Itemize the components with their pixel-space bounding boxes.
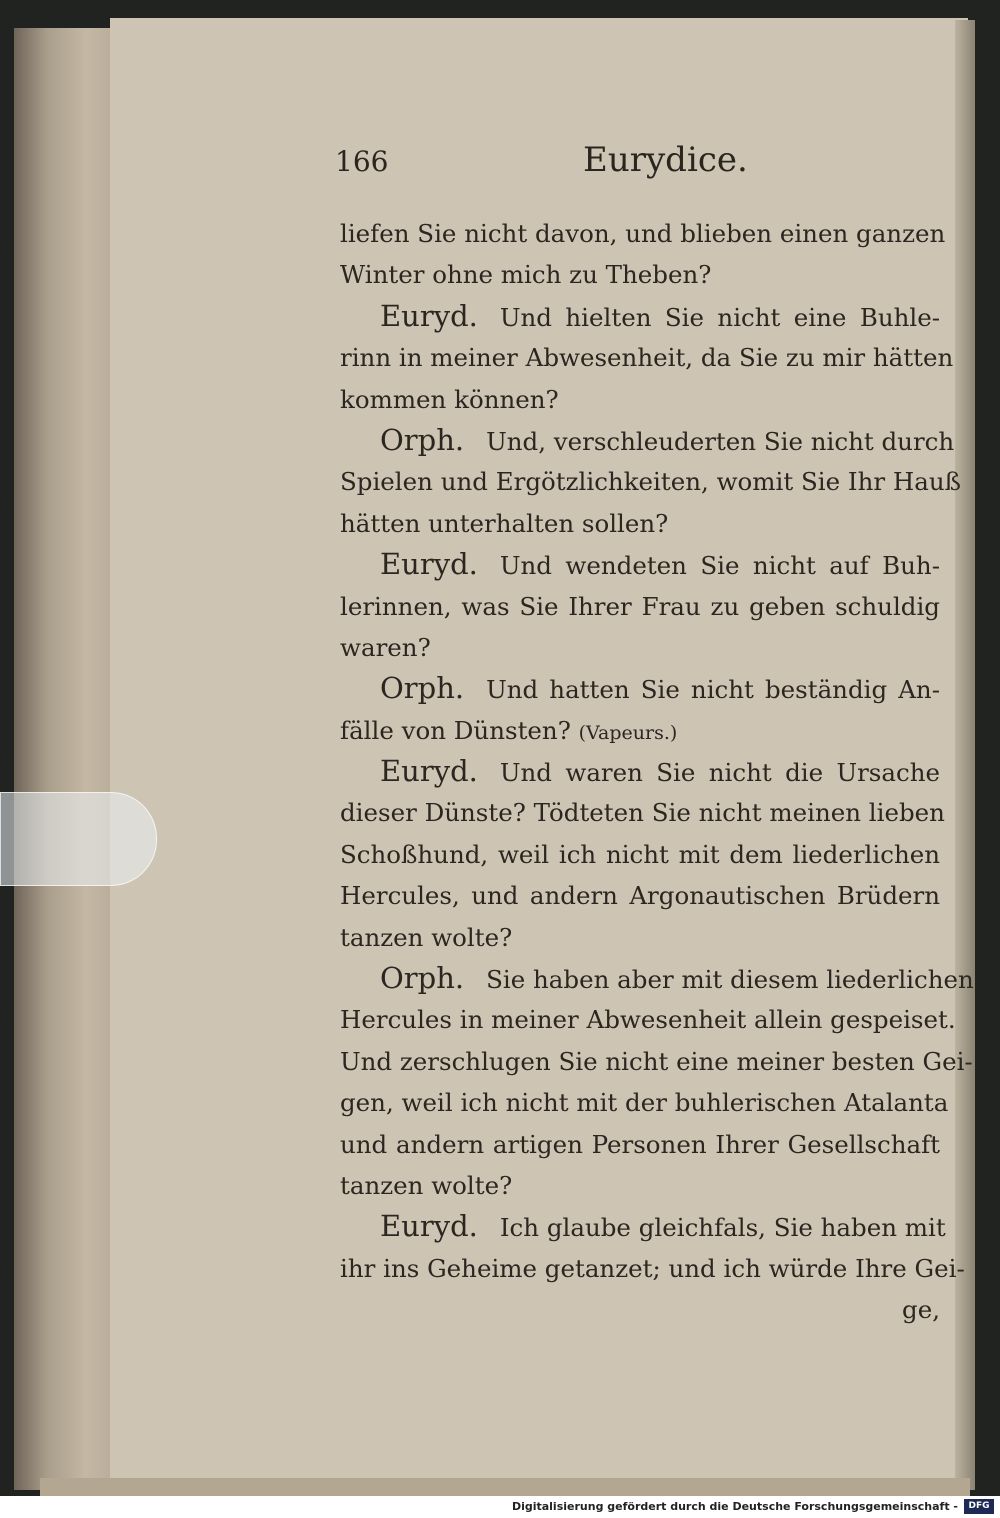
page-marker-tab — [0, 792, 157, 886]
text-line: rinn in meiner Abwesenheit, da Sie zu mir hätten — [340, 343, 954, 373]
french-gloss: (Vapeurs.) — [578, 721, 678, 744]
text-line: Hercules in meiner Abwesenheit allein gespeiset. — [340, 1005, 956, 1035]
speaker-label: Euryd. — [380, 547, 478, 582]
text-line: gen, weil ich nicht mit der buhlerischen Atalanta — [340, 1088, 949, 1118]
text-line: und andern artigen Personen Ihrer Gesellschaft — [340, 1129, 940, 1159]
catchword: ge, — [902, 1295, 940, 1325]
text-line: hätten unterhalten sollen? — [340, 508, 669, 538]
text-line: fälle von Dünsten? (Vapeurs.) — [340, 715, 678, 745]
text-line: Schoßhund, weil ich nicht mit dem liederlichen — [340, 839, 940, 869]
page-number: 166 — [335, 145, 389, 178]
speaker-label: Orph. — [380, 422, 465, 457]
text-line: liefen Sie nicht davon, und blieben einen ganzen — [340, 219, 946, 248]
speaker-label: Euryd. — [380, 754, 478, 789]
book-spine-edge — [14, 28, 124, 1490]
speaker-label: Orph. — [380, 671, 465, 706]
dfg-logo: DFG — [964, 1499, 994, 1514]
text-line: kommen können? — [340, 384, 559, 414]
speaker-label: Orph. — [380, 961, 465, 996]
funding-credit: Digitalisierung gefördert durch die Deutsche Forschungsgemeinschaft - — [511, 1500, 958, 1513]
page-bottom-edge — [40, 1478, 970, 1496]
text-line: tanzen wolte? — [340, 922, 513, 952]
running-head: Eurydice. — [583, 140, 748, 180]
speaker-label: Euryd. — [380, 1209, 478, 1244]
text-line: lerinnen, was Sie Ihrer Frau zu geben schuldig — [340, 591, 940, 621]
text-line: ihr ins Geheime getanzet; und ich würde Ihre Gei- — [340, 1253, 965, 1283]
speech-line: Orph. Sie haben aber mit diesem liederlichen — [380, 961, 974, 996]
text-line: Hercules, und andern Argonautischen Brüdern — [340, 881, 940, 911]
speech-line: Orph. Und, verschleuderten Sie nicht durch — [380, 422, 955, 457]
text-line: waren? — [340, 632, 431, 662]
text-line: Und zerschlugen Sie nicht eine meiner besten Gei- — [340, 1046, 973, 1076]
body-text — [340, 213, 974, 1331]
speech-line: Euryd. Und wendeten Sie nicht auf Buh- — [380, 547, 940, 582]
speech-line: Euryd. Ich glaube gleichfals, Sie haben mit — [380, 1209, 946, 1244]
speech-line: Euryd. Und waren Sie nicht die Ursache — [380, 754, 940, 789]
speaker-label: Euryd. — [380, 298, 478, 333]
text-line: Spielen und Ergötzlichkeiten, womit Sie Ihr Hauß — [340, 467, 961, 497]
text-line: Winter ohne mich zu Theben? — [340, 260, 712, 290]
text-line: dieser Dünste? Tödteten Sie nicht meinen lieben — [340, 798, 945, 828]
speech-line: Orph. Und hatten Sie nicht beständig An- — [380, 671, 940, 706]
text-line: tanzen wolte? — [340, 1170, 513, 1200]
speech-line: Euryd. Und hielten Sie nicht eine Buhle- — [380, 298, 940, 333]
